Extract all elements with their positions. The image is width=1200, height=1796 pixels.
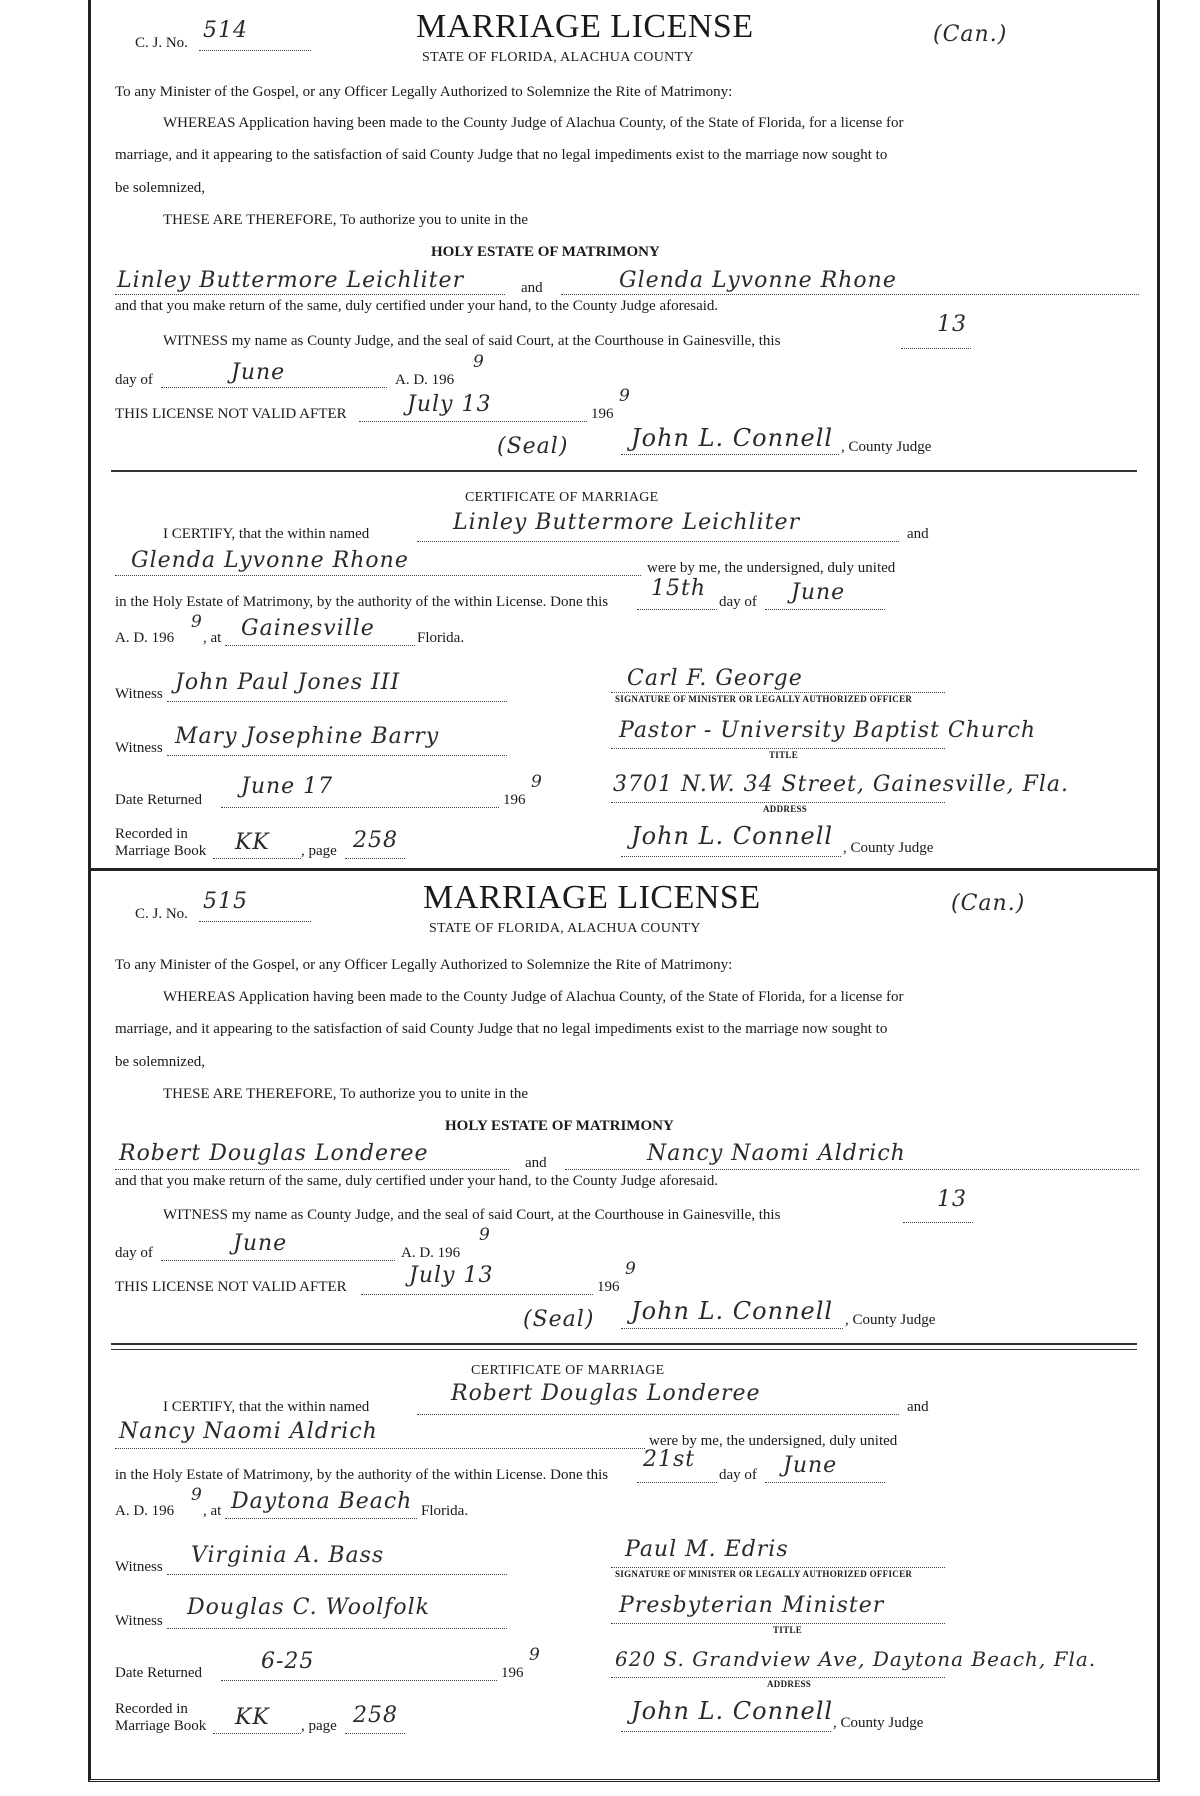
cert-and-word: and (907, 1399, 929, 1415)
marriage-license-514 (91, 0, 1157, 868)
witness2-label: Witness (115, 740, 163, 756)
day-of-label: day of (115, 372, 153, 388)
cert-groom-line (417, 1414, 899, 1415)
done-month: June (791, 580, 846, 605)
florida-label: Florida. (417, 630, 465, 646)
holy-estate-heading: HOLY ESTATE OF MATRIMONY (431, 244, 660, 260)
witness1-line (167, 1574, 507, 1575)
therefore-line: THESE ARE THEREFORE, To authorize you to unite in the (163, 212, 529, 228)
cert-and-word: and (907, 526, 929, 542)
address-value: 620 S. Grandview Ave, Daytona Beach, Fla. (615, 1647, 1097, 1671)
place: Daytona Beach (231, 1489, 413, 1514)
title-line (611, 748, 945, 749)
certify-label: I CERTIFY, that the within named (163, 526, 370, 542)
cert-groom-line (417, 541, 899, 542)
year-digit: 9 (473, 352, 485, 372)
witness2-line (167, 755, 507, 756)
witness1-line (167, 701, 507, 702)
license-subtitle: STATE OF FLORIDA, ALACHUA COUNTY (429, 921, 701, 936)
address-line (611, 1677, 945, 1678)
ad2-label: A. D. 196 (115, 630, 175, 646)
done-day-of-label: day of (719, 1467, 757, 1483)
witness1-name: John Paul Jones III (175, 670, 401, 695)
address-caption: ADDRESS (763, 804, 808, 814)
license-title: MARRIAGE LICENSE (423, 879, 761, 916)
page-line (345, 1733, 405, 1734)
witness-sentence: WITNESS my name as County Judge, and the seal of said Court, at the Courthouse in Gainesville, this (163, 1207, 781, 1223)
not-valid-date: July 13 (407, 392, 492, 417)
witness2-name: Mary Josephine Barry (175, 724, 440, 749)
year-digit: 9 (479, 1225, 491, 1245)
cert-groom-name: Linley Buttermore Leichliter (453, 510, 801, 535)
address-caption: ADDRESS (767, 1679, 812, 1689)
holy-estate-text: in the Holy Estate of Matrimony, by the authority of the within License. Done this (115, 1467, 609, 1483)
judge-line (621, 1328, 843, 1329)
document-page (88, 0, 1160, 1782)
ad-label: A. D. 196 (401, 1245, 461, 1261)
recorder-line (621, 856, 841, 857)
at-label: , at (203, 630, 222, 646)
section-divider-thin (111, 1349, 1137, 1350)
groom-line (115, 1169, 509, 1170)
recorded-label-2: Marriage Book (115, 843, 207, 859)
page-number: 258 (353, 1703, 398, 1728)
not-valid-line (361, 1294, 593, 1295)
done-day-line (637, 609, 717, 610)
cert-bride-name: Glenda Lyvonne Rhone (131, 548, 409, 573)
judge-signature: John L. Connell (631, 1297, 834, 1325)
seal-mark: (Seal) (523, 1307, 595, 1332)
witness-day-line (903, 1222, 973, 1223)
recorded-label-1: Recorded in (115, 1701, 188, 1717)
united-text: were by me, the undersigned, duly united (647, 560, 896, 576)
holy-estate-heading: HOLY ESTATE OF MATRIMONY (445, 1118, 674, 1134)
returned-year-label: 196 (503, 792, 526, 808)
minister-line (611, 1567, 945, 1568)
returned-year-digit: 9 (529, 1645, 541, 1665)
marriage-license-515 (91, 868, 1157, 1785)
cert-groom-name: Robert Douglas Londeree (451, 1381, 761, 1406)
united-text: were by me, the undersigned, duly united (649, 1433, 898, 1449)
recorded-label-1: Recorded in (115, 826, 188, 842)
place-line (225, 645, 415, 646)
ad2-digit: 9 (191, 1485, 203, 1505)
returned-year-digit: 9 (531, 772, 543, 792)
corner-note: (Can.) (951, 891, 1026, 916)
returned-label: Date Returned (115, 1665, 203, 1681)
witness-day-line (901, 348, 971, 349)
cj-number-label: C. J. No. (135, 35, 188, 51)
license-subtitle: STATE OF FLORIDA, ALACHUA COUNTY (422, 50, 694, 65)
returned-label: Date Returned (115, 792, 203, 808)
salutation: To any Minister of the Gospel, or any Officer Legally Authorized to Solemnize the Rite of Matrimony: (115, 84, 733, 100)
whereas-line-2: marriage, and it appearing to the satisfaction of said County Judge that no legal impediments exist to the marriage now sought to (115, 147, 888, 163)
address-value: 3701 N.W. 34 Street, Gainesville, Fla. (613, 772, 1070, 797)
county-judge-label: , County Judge (841, 439, 932, 455)
certify-label: I CERTIFY, that the within named (163, 1399, 370, 1415)
witness-sentence: WITNESS my name as County Judge, and the seal of said Court, at the Courthouse in Gainesville, this (163, 333, 781, 349)
not-valid-label: THIS LICENSE NOT VALID AFTER (115, 406, 347, 422)
cj-number-line (199, 50, 311, 51)
address-line (611, 802, 945, 803)
page-label: , page (301, 1718, 337, 1734)
whereas-line-3: be solemnized, (115, 180, 205, 196)
judge-signature: John L. Connell (631, 424, 834, 452)
done-day-of-label: day of (719, 594, 757, 610)
returned-year-label: 196 (501, 1665, 524, 1681)
whereas-line-1: WHEREAS Application having been made to the County Judge of Alachua County, of the State of Florida, for a license for (163, 989, 904, 1005)
return-text: and that you make return of the same, duly certified under your hand, to the County Judge aforesaid. (115, 298, 719, 314)
at-label: , at (203, 1503, 222, 1519)
book-line (213, 1733, 301, 1734)
corner-note: (Can.) (933, 22, 1008, 47)
not-valid-date: July 13 (409, 1263, 494, 1288)
book-value: KK (235, 1705, 270, 1730)
section-divider (111, 1343, 1137, 1345)
minister-signature: Carl F. George (627, 666, 803, 691)
minister-signature: Paul M. Edris (625, 1537, 789, 1562)
minister-caption: SIGNATURE OF MINISTER OR LEGALLY AUTHORIZED OFFICER (615, 1569, 913, 1579)
salutation: To any Minister of the Gospel, or any Officer Legally Authorized to Solemnize the Rite of Matrimony: (115, 957, 733, 973)
license-title: MARRIAGE LICENSE (416, 8, 754, 45)
minister-caption: SIGNATURE OF MINISTER OR LEGALLY AUTHORIZED OFFICER (615, 694, 913, 704)
recorder-signature: John L. Connell (631, 1697, 834, 1725)
not-valid-line (359, 421, 587, 422)
recorder-signature: John L. Connell (631, 822, 834, 850)
month: June (233, 1231, 288, 1256)
cert-bride-line (115, 575, 641, 576)
bride-line (561, 294, 1139, 295)
return-text: and that you make return of the same, duly certified under your hand, to the County Judge aforesaid. (115, 1173, 719, 1189)
title-value: Presbyterian Minister (619, 1593, 885, 1618)
minister-line (611, 692, 945, 693)
returned-date: 6-25 (261, 1649, 315, 1674)
ad-label: A. D. 196 (395, 372, 455, 388)
and-word: and (525, 1155, 547, 1171)
cj-number-value: 514 (203, 18, 248, 43)
place-line (225, 1518, 417, 1519)
seal-mark: (Seal) (497, 434, 569, 459)
whereas-line-1: WHEREAS Application having been made to the County Judge of Alachua County, of the State of Florida, for a license for (163, 115, 904, 131)
title-caption: TITLE (769, 750, 799, 760)
cj-number-line (199, 921, 311, 922)
done-month-line (765, 1482, 885, 1483)
county-judge-label: , County Judge (845, 1312, 936, 1328)
month-line (161, 387, 387, 388)
recorder-label: , County Judge (833, 1715, 924, 1731)
month: June (231, 360, 286, 385)
book-line (213, 858, 301, 859)
place: Gainesville (241, 616, 375, 641)
done-month-line (765, 609, 885, 610)
witness2-line (167, 1628, 507, 1629)
witness1-label: Witness (115, 1559, 163, 1575)
done-day: 15th (651, 576, 707, 601)
month-line (161, 1260, 395, 1261)
cert-bride-line (115, 1448, 645, 1449)
recorded-label-2: Marriage Book (115, 1718, 207, 1734)
certificate-title: CERTIFICATE OF MARRIAGE (471, 1363, 665, 1378)
bride-name: Nancy Naomi Aldrich (647, 1141, 906, 1166)
groom-line (115, 294, 505, 295)
title-value: Pastor - University Baptist Church (619, 718, 1037, 743)
not-valid-year-label: 196 (597, 1279, 620, 1295)
page-line (345, 858, 405, 859)
day-of-label: day of (115, 1245, 153, 1261)
page-label: , page (301, 843, 337, 859)
and-word: and (521, 280, 543, 296)
whereas-line-2: marriage, and it appearing to the satisfaction of said County Judge that no legal impediments exist to the marriage now sought to (115, 1021, 888, 1037)
whereas-line-3: be solemnized, (115, 1054, 205, 1070)
recorder-line (621, 1731, 831, 1732)
witness1-name: Virginia A. Bass (191, 1543, 385, 1568)
done-month: June (783, 1453, 838, 1478)
not-valid-year-digit: 9 (625, 1259, 637, 1279)
page-number: 258 (353, 828, 398, 853)
florida-label: Florida. (421, 1503, 469, 1519)
witness1-label: Witness (115, 686, 163, 702)
witness-day: 13 (937, 312, 967, 337)
done-day: 21st (643, 1447, 696, 1472)
cj-number-value: 515 (203, 889, 248, 914)
ad2-digit: 9 (191, 612, 203, 632)
witness-day: 13 (937, 1187, 967, 1212)
witness2-label: Witness (115, 1613, 163, 1629)
returned-line (221, 807, 499, 808)
title-caption: TITLE (773, 1625, 803, 1635)
title-line (611, 1623, 945, 1624)
groom-name: Linley Buttermore Leichliter (117, 268, 465, 293)
returned-date: June 17 (241, 774, 334, 799)
book-value: KK (235, 830, 270, 855)
not-valid-label: THIS LICENSE NOT VALID AFTER (115, 1279, 347, 1295)
therefore-line: THESE ARE THEREFORE, To authorize you to unite in the (163, 1086, 529, 1102)
section-divider (111, 470, 1137, 472)
holy-estate-text: in the Holy Estate of Matrimony, by the authority of the within License. Done this (115, 594, 609, 610)
cj-number-label: C. J. No. (135, 906, 188, 922)
cert-bride-name: Nancy Naomi Aldrich (119, 1419, 378, 1444)
not-valid-year-digit: 9 (619, 386, 631, 406)
groom-name: Robert Douglas Londeree (119, 1141, 429, 1166)
witness2-name: Douglas C. Woolfolk (187, 1595, 431, 1620)
judge-line (621, 454, 839, 455)
bride-line (565, 1169, 1139, 1170)
not-valid-year-label: 196 (591, 406, 614, 422)
done-day-line (637, 1482, 717, 1483)
returned-line (221, 1680, 497, 1681)
ad2-label: A. D. 196 (115, 1503, 175, 1519)
certificate-title: CERTIFICATE OF MARRIAGE (465, 490, 659, 505)
recorder-label: , County Judge (843, 840, 934, 856)
bride-name: Glenda Lyvonne Rhone (619, 268, 897, 293)
